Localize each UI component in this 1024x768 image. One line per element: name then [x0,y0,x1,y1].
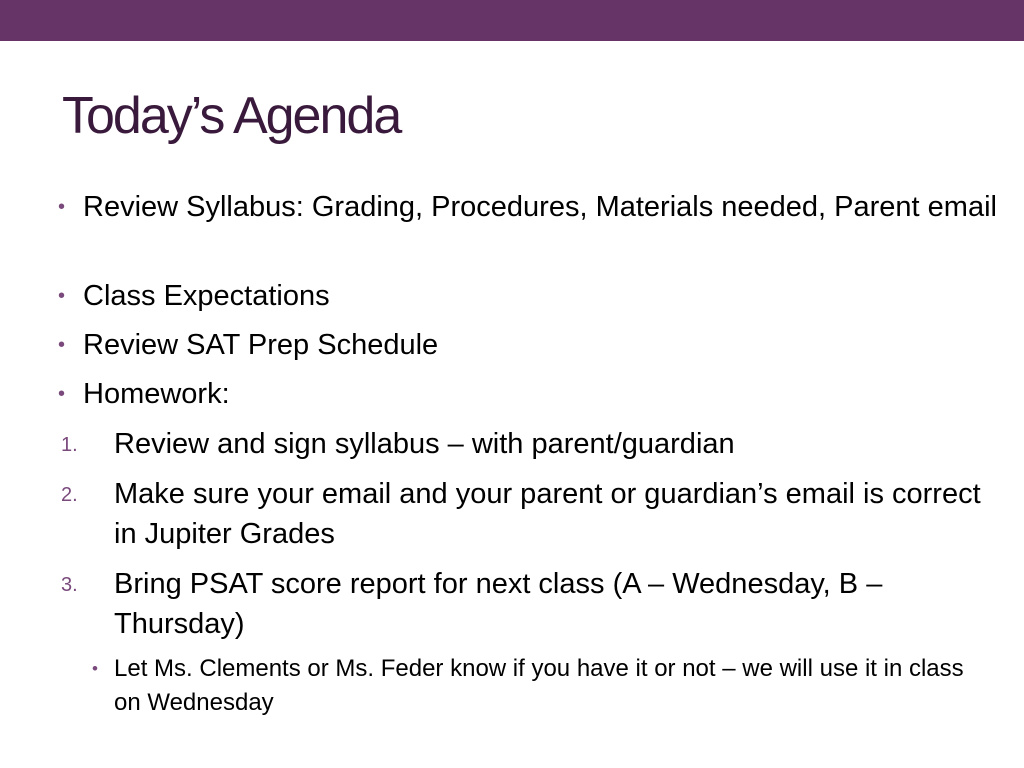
agenda-item [58,325,998,365]
homework-item [58,564,998,644]
agenda-item-text: Homework: [83,378,230,410]
agenda-item [58,276,998,316]
bullet-icon: • [58,383,66,405]
bullet-icon: • [58,196,66,218]
homework-item-text: Review and sign syllabus – with parent/guardian [114,428,735,460]
homework-subitem-text: Let Ms. Clements or Ms. Feder know if you have it or not – we will use it in class on Wednesday [114,655,964,716]
agenda-item-text: Review Syllabus: Grading, Procedures, Materials needed, Parent email [83,191,997,223]
list-number: 1. [61,434,78,456]
slide-title: Today’s Agenda [62,87,401,145]
homework-subitem [92,652,972,720]
agenda-item-text: Class Expectations [83,280,330,312]
agenda-item [58,187,998,227]
homework-item-text: Bring PSAT score report for next class (A – Wednesday, B – Thursday) [114,568,883,640]
list-number: 2. [61,484,78,506]
homework-item [58,474,998,554]
list-number: 3. [61,574,78,596]
bullet-icon: • [58,334,66,356]
bullet-icon: • [58,285,66,307]
bullet-icon: • [92,659,98,678]
homework-item [58,424,998,464]
agenda-item [58,374,998,414]
homework-item-text: Make sure your email and your parent or guardian’s email is correct in Jupiter Grades [114,478,981,550]
agenda-item-text: Review SAT Prep Schedule [83,329,439,361]
